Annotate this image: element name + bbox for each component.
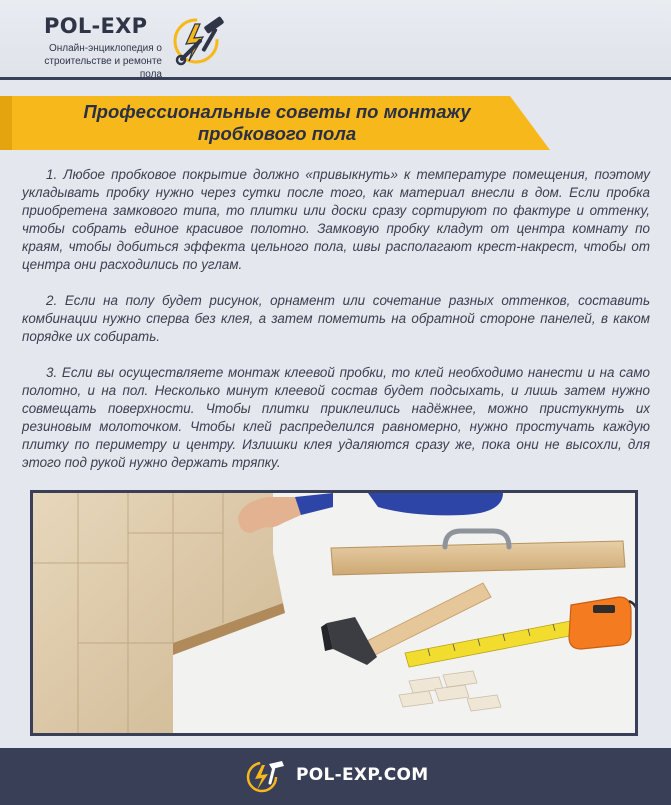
article-body: [22, 166, 650, 490]
page-title: Профессиональные советы по монтажу пробкового пола: [83, 101, 471, 144]
hammer-wrench-lightning-icon: [244, 757, 288, 795]
flooring-tools-illustration: [33, 493, 635, 733]
site-header: [0, 0, 671, 80]
hammer-wrench-lightning-icon: [170, 11, 232, 69]
tip-paragraph-1: 1. Любое пробковое покрытие должно «привыкнуть» к температуре помещения, поэтому укладывать пробку нужно через сутки после того, как материал внесли в дом. Если пробка приобретена замкового типа, то плитки или доски сразу сортируют по фактуре и оттенку, чтобы собрать единое красивое полотно. Замковую пробку кладут от центра комнату по краям, чтобы добиться эффекта цельного пола, швы располагают крест-накрест, чтобы от центра они расходились по углам.: [22, 167, 650, 272]
footer-site-url[interactable]: POL-EXP.COM: [296, 765, 429, 785]
tip-paragraph-3: 3. Если вы осуществляете монтаж клеевой пробки, то клей необходимо нанести и на само полотно, и на пол. Несколько минут клеевой состав будет подсыхать, и лишь затем нужно совмещать поверхности. Чтобы плитки приклеились надёжнее, можно пристукнуть их резиновым молоточком. Чтобы клей распределился равномерно, нужно простучать каждую плитку по периметру и центру. Излишки клея удаляются сразу же, пока они не высохли, для этого под рукой нужно держать тряпку.: [22, 365, 650, 470]
title-band: [0, 96, 550, 150]
cork-flooring-photo: [30, 490, 638, 736]
tip-paragraph-2: 2. Если на полу будет рисунок, орнамент или сочетание разных оттенков, составить комбинации нужно сперва без клея, а затем пометить на обратной стороне панелей, в каком порядке их собирать.: [22, 293, 650, 344]
site-footer: [0, 748, 671, 805]
brand-tagline: Онлайн-энциклопедия о строительстве и ремонте пола: [44, 43, 162, 80]
brand-name: POL-EXP: [44, 14, 148, 38]
